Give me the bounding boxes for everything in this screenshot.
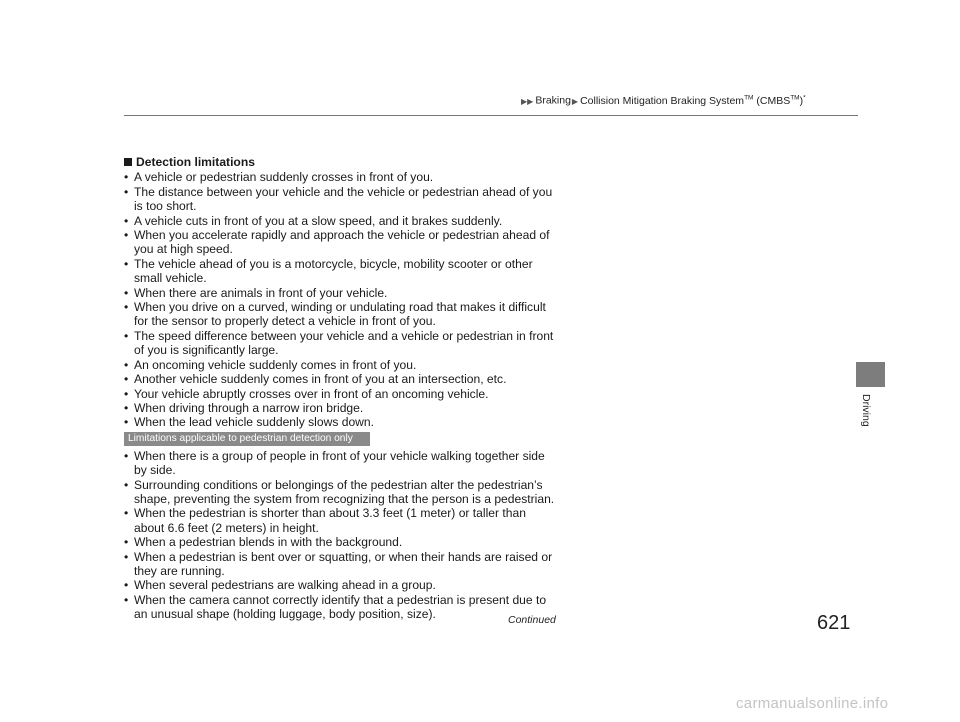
arrow-right-icon: ▶▶ bbox=[521, 96, 534, 106]
list-item-text: When the camera cannot correctly identify that a pedestrian is present due to an unusual shape (holding luggage, body position, size). bbox=[134, 592, 547, 622]
list-item-text: Your vehicle abruptly crosses over in front of an oncoming vehicle. bbox=[134, 386, 489, 401]
list-item-text: A vehicle or pedestrian suddenly crosses in front of you. bbox=[134, 170, 434, 185]
chapter-label: Driving bbox=[860, 394, 872, 427]
breadcrumb bbox=[520, 94, 806, 107]
continued-label: Continued bbox=[508, 614, 556, 626]
bullet-icon: • bbox=[124, 170, 129, 185]
bullet-icon: • bbox=[124, 228, 129, 243]
square-bullet-icon bbox=[124, 158, 132, 166]
list-item bbox=[124, 358, 558, 372]
bullet-icon: • bbox=[124, 328, 129, 343]
list-item bbox=[124, 478, 558, 507]
arrow-right-icon: ▶ bbox=[571, 96, 579, 106]
list-item bbox=[124, 286, 558, 300]
list-item bbox=[124, 578, 558, 592]
list-item-text: When several pedestrians are walking ahead in a group. bbox=[134, 578, 436, 593]
list-item bbox=[124, 214, 558, 228]
list-item-text: When a pedestrian is bent over or squatting, or when their hands are raised or they are running. bbox=[134, 549, 553, 578]
bullet-icon: • bbox=[124, 448, 129, 463]
bullet-icon: • bbox=[124, 285, 129, 300]
bullet-icon: • bbox=[124, 535, 129, 550]
section-title-text: Detection limitations bbox=[136, 155, 255, 169]
list-item-text: When driving through a narrow iron bridge. bbox=[134, 400, 364, 415]
breadcrumb-item-cmbs[interactable] bbox=[580, 95, 806, 107]
main-content bbox=[124, 155, 558, 622]
asterisk-mark: * bbox=[803, 94, 806, 101]
list-item-text: Another vehicle suddenly comes in front of you at an intersection, etc. bbox=[134, 372, 507, 387]
bullet-icon: • bbox=[124, 213, 129, 228]
bullet-icon: • bbox=[124, 506, 129, 521]
pedestrian-only-tag: Limitations applicable to pedestrian detection only bbox=[124, 432, 370, 446]
list-item-text: When you accelerate rapidly and approach the vehicle or pedestrian ahead of you at high speed. bbox=[134, 228, 550, 257]
list-item-text: When there is a group of people in front of your vehicle walking together side by side. bbox=[134, 448, 545, 478]
list-item bbox=[124, 185, 558, 214]
list-item bbox=[124, 372, 558, 386]
list-item bbox=[124, 257, 558, 286]
bullet-icon: • bbox=[124, 549, 129, 564]
list-item bbox=[124, 228, 558, 257]
list-item-text: The distance between your vehicle and the vehicle or pedestrian ahead of you is too short. bbox=[134, 184, 553, 214]
trademark-mark: TM bbox=[790, 94, 800, 101]
bullet-icon: • bbox=[124, 300, 129, 315]
bullet-icon: • bbox=[124, 357, 129, 372]
bullet-icon: • bbox=[124, 372, 129, 387]
list-item-text: When a pedestrian blends in with the background. bbox=[134, 535, 403, 550]
list-item bbox=[124, 550, 558, 579]
list-item-text: When you drive on a curved, winding or undulating road that makes it difficult for the sensor to properly detect a vehicle in front of you. bbox=[134, 300, 546, 329]
section-title bbox=[124, 155, 558, 169]
breadcrumb-cmbs-text: Collision Mitigation Braking System bbox=[580, 94, 745, 107]
list-item bbox=[124, 415, 558, 429]
chapter-tab bbox=[856, 362, 885, 387]
breadcrumb-cmbs-close: ) bbox=[799, 94, 804, 107]
list-item-text: An oncoming vehicle suddenly comes in front of you. bbox=[134, 357, 417, 372]
list-item-text: When the pedestrian is shorter than about 3.3 feet (1 meter) or taller than about 6.6 feet (2 meters) in height. bbox=[134, 506, 526, 535]
list-item-text: When the lead vehicle suddenly slows down. bbox=[134, 415, 374, 430]
bullet-icon: • bbox=[124, 592, 129, 607]
bullet-icon: • bbox=[124, 415, 129, 430]
bullet-icon: • bbox=[124, 256, 129, 271]
list-item bbox=[124, 387, 558, 401]
header-divider bbox=[124, 115, 858, 116]
breadcrumb-cmbs-abbrev: (CMBS bbox=[753, 94, 791, 107]
list-item-text: A vehicle cuts in front of you at a slow speed, and it brakes suddenly. bbox=[134, 213, 503, 228]
list-item-text: The vehicle ahead of you is a motorcycle, bicycle, mobility scooter or other small vehicle. bbox=[134, 256, 533, 286]
bullet-icon: • bbox=[124, 184, 129, 199]
bullet-icon: • bbox=[124, 386, 129, 401]
watermark: carmanualsonline.info bbox=[736, 695, 889, 712]
bullet-icon: • bbox=[124, 400, 129, 415]
breadcrumb-item-braking[interactable]: Braking bbox=[535, 94, 571, 107]
list-item bbox=[124, 506, 558, 535]
bullet-icon: • bbox=[124, 477, 129, 492]
bullet-icon: • bbox=[124, 578, 129, 593]
list-item bbox=[124, 535, 558, 549]
list-item bbox=[124, 329, 558, 358]
page-number: 621 bbox=[817, 612, 851, 634]
list-item bbox=[124, 401, 558, 415]
list-item-text: The speed difference between your vehicle and a vehicle or pedestrian in front of you is significantly large. bbox=[134, 328, 554, 358]
pedestrian-limitations-list bbox=[124, 449, 558, 622]
list-item-text: Surrounding conditions or belongings of the pedestrian alter the pedestrian’s shape, preventing the system from recognizing that the person is a pedestrian. bbox=[134, 477, 555, 506]
limitations-list bbox=[124, 170, 558, 429]
trademark-mark: TM bbox=[744, 94, 754, 101]
list-item bbox=[124, 449, 558, 478]
list-item bbox=[124, 170, 558, 184]
list-item bbox=[124, 300, 558, 329]
list-item bbox=[124, 593, 558, 622]
list-item-text: When there are animals in front of your vehicle. bbox=[134, 285, 388, 300]
